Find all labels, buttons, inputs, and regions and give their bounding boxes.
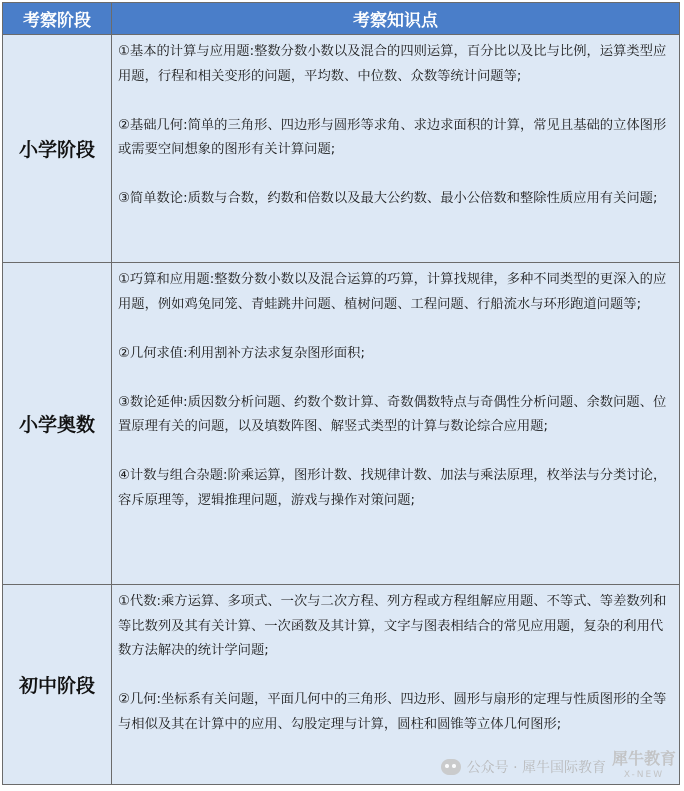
knowledge-point: ③简单数论:质数与合数，约数和倍数以及最大公约数、最小公倍数和整除性质应用有关问题;	[118, 191, 658, 206]
knowledge-cell	[112, 263, 680, 585]
wechat-icon	[441, 759, 461, 775]
watermark-text: 公众号 · 犀牛国际教育	[466, 760, 606, 776]
table-header-row	[3, 3, 680, 35]
brand-logo	[612, 751, 676, 783]
knowledge-point: ①基本的计算与应用题:整数分数小数以及混合的四则运算，百分比以及比与比例，运算类型应用题，行程和相关变形的问题，平均数、中位数、众数等统计问题等;	[118, 44, 667, 84]
knowledge-table	[2, 2, 680, 785]
header-knowledge: 考察知识点	[112, 3, 680, 35]
knowledge-point: ②基础几何:简单的三角形、四边形与圆形等求角、求边求面积的计算，常见且基础的立体图形或需要空间想象的图形有关计算问题;	[118, 117, 667, 157]
knowledge-point: ①巧算和应用题:整数分数小数以及混合运算的巧算，计算找规律，多种不同类型的更深入的应用题，例如鸡兔同笼、青蛙跳井问题、植树问题、工程问题、行船流水与环形跑道问题等;	[118, 272, 667, 312]
logo-text: 犀牛教育	[611, 749, 676, 768]
knowledge-point: ③数论延伸:质因数分析问题、约数个数计算、奇数偶数特点与奇偶性分析问题、余数问题、位置原理有关的问题，以及填数阵图、解竖式类型的计算与数论综合应用题;	[118, 394, 667, 434]
watermark	[441, 751, 676, 783]
stage-cell: 小学奥数	[3, 263, 112, 585]
stage-cell: 小学阶段	[3, 35, 112, 263]
knowledge-point: ①代数:乘方运算、多项式、一次与二次方程、列方程或方程组解应用题、不等式、等差数列和等比数列及其有关计算、一次函数及其计算，文字与图表相结合的常见应用题，复杂的利用代数方法解决的统计学问题;	[118, 594, 667, 658]
knowledge-cell	[112, 35, 680, 263]
header-stage: 考察阶段	[3, 3, 112, 35]
table-row	[3, 263, 680, 585]
stage-cell: 初中阶段	[3, 585, 112, 785]
knowledge-point: ②几何:坐标系有关问题，平面几何中的三角形、四边形、圆形与扇形的定理与性质图形的全等与相似及其在计算中的应用、勾股定理与计算，圆柱和圆锥等立体几何图形;	[118, 692, 667, 732]
knowledge-point: ②几何求值:利用割补方法求复杂图形面积;	[118, 345, 365, 361]
knowledge-point: ④计数与组合杂题:阶乘运算，图形计数、找规律计数、加法与乘法原理，枚举法与分类讨论，容斥原理等，逻辑推理问题，游戏与操作对策问题;	[118, 468, 667, 508]
table-row	[3, 35, 680, 263]
logo-subtext: X-NEW	[623, 770, 665, 780]
